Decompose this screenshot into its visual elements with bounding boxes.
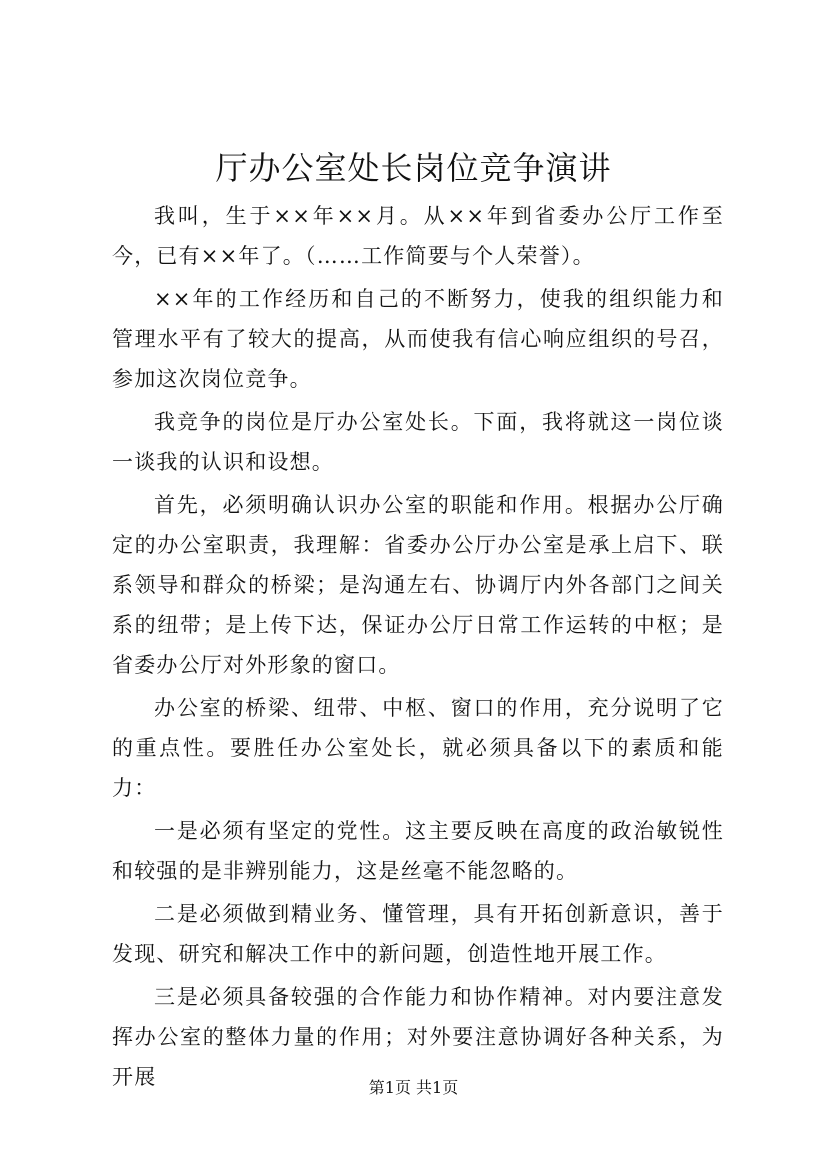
paragraph-5: 办公室的桥梁、纽带、中枢、窗口的作用，充分说明了它的重点性。要胜任办公室处长，就必须具备以下的素质和能力： xyxy=(112,696,724,800)
paragraph-7: 二是必须做到精业务、懂管理，具有开拓创新意识，善于发现、研究和解决工作中的新问题，创造性地开展工作。 xyxy=(112,902,724,966)
paragraph-1: 我叫，生于××年××月。从××年到省委办公厅工作至今，已有××年了。（……工作简要与个人荣誉）。 xyxy=(112,204,724,268)
document-title: 厅办公室处长岗位竞争演讲 xyxy=(215,149,612,187)
paragraph-6: 一是必须有坚定的党性。这主要反映在高度的政治敏锐性和较强的是非辨别能力，这是丝毫不能忽略的。 xyxy=(112,819,724,883)
paragraph-8: 三是必须具备较强的合作能力和协作精神。对内要注意发挥办公室的整体力量的作用；对外要注意协调好各种关系，为开展 xyxy=(112,985,724,1089)
paragraph-4: 首先，必须明确认识办公室的职能和作用。根据办公厅确定的办公室职责，我理解：省委办公厅办公室是承上启下、联系领导和群众的桥梁；是沟通左右、协调厅内外各部门之间关系的纽带；是上传下达，保证办公厅日常工作运转的中枢；是省委办公厅对外形象的窗口。 xyxy=(112,493,724,677)
document-body xyxy=(112,196,724,1100)
page-footer: 第1页 共1页 xyxy=(368,1078,459,1097)
paragraph-2: ××年的工作经历和自己的不断努力，使我的组织能力和管理水平有了较大的提高，从而使我有信心响应组织的号召，参加这次岗位竞争。 xyxy=(112,287,724,391)
paragraph-3: 我竞争的岗位是厅办公室处长。下面，我将就这一岗位谈一谈我的认识和设想。 xyxy=(112,410,724,474)
